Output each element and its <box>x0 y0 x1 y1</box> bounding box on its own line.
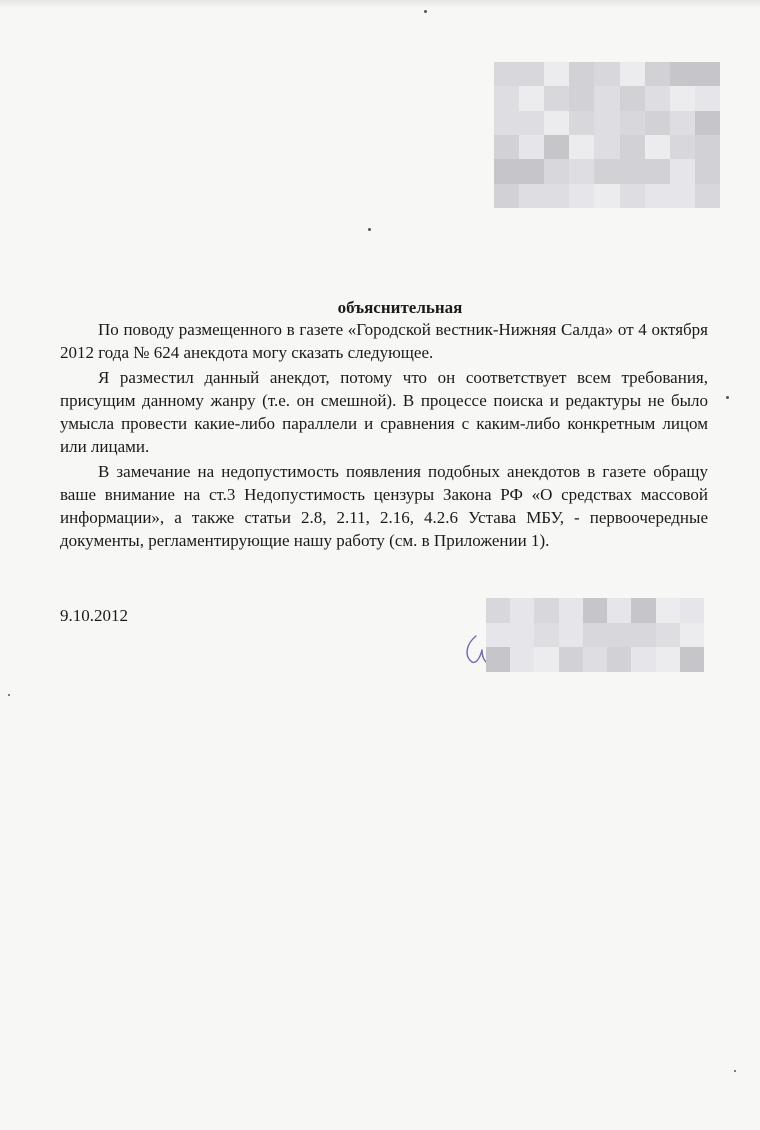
redaction-pixel <box>544 184 569 208</box>
redaction-pixel <box>494 135 519 159</box>
redaction-pixel <box>594 62 619 86</box>
redacted-addressee-block <box>494 62 720 208</box>
redaction-pixel <box>656 647 680 672</box>
redaction-pixel <box>486 647 510 672</box>
redaction-pixel <box>569 62 594 86</box>
redaction-pixel <box>670 86 695 110</box>
redaction-pixel <box>544 86 569 110</box>
document-body <box>60 318 708 552</box>
document-date: 9.10.2012 <box>60 606 128 625</box>
redaction-pixel <box>656 598 680 623</box>
redaction-pixel <box>510 598 534 623</box>
redaction-pixel <box>594 111 619 135</box>
redaction-pixel <box>670 111 695 135</box>
document-title: объяснительная <box>337 298 463 317</box>
redaction-pixel <box>519 111 544 135</box>
redacted-signature-name <box>486 598 704 672</box>
redaction-pixel <box>620 184 645 208</box>
redaction-pixel <box>544 159 569 183</box>
redaction-pixel <box>645 135 670 159</box>
redaction-pixel <box>583 623 607 648</box>
redaction-pixel <box>534 623 558 648</box>
scan-speck <box>424 10 427 13</box>
redaction-pixel <box>494 86 519 110</box>
redaction-pixel <box>583 598 607 623</box>
redaction-pixel <box>680 598 704 623</box>
redaction-pixel <box>594 135 619 159</box>
redaction-pixel <box>645 62 670 86</box>
scan-speck <box>8 694 10 696</box>
redaction-pixel <box>645 184 670 208</box>
redaction-pixel <box>670 62 695 86</box>
redaction-pixel <box>631 623 655 648</box>
redaction-pixel <box>519 62 544 86</box>
redaction-pixel <box>695 86 720 110</box>
redaction-pixel <box>695 111 720 135</box>
redaction-pixel <box>594 86 619 110</box>
redaction-pixel <box>544 135 569 159</box>
redaction-pixel <box>544 111 569 135</box>
redaction-pixel <box>534 647 558 672</box>
paragraph-2: Я разместил данный анекдот, потому что он соответствует всем требования, присущим данному жанру (т.е. он смешной). В процессе поиска и редактуры не было умысла провести какие-либо параллели и сравнения с каким-либо конкретным лицом или лицами. <box>60 368 708 456</box>
paragraph-3: В замечание на недопустимость появления подобных анекдотов в газете обращу ваше внимание на ст.3 Недопустимость цензуры Закона РФ «О средствах массовой информации», а также статьи 2.8, 2.11, 2.16, 4.2.6 Устава МБУ, - первоочередные документы, регламентирующие нашу работу (см. в Приложении 1). <box>60 462 708 550</box>
redaction-pixel <box>631 598 655 623</box>
redaction-pixel <box>680 623 704 648</box>
redaction-pixel <box>620 62 645 86</box>
redaction-pixel <box>620 111 645 135</box>
redaction-pixel <box>519 184 544 208</box>
redaction-pixel <box>695 135 720 159</box>
redaction-pixel <box>544 62 569 86</box>
redaction-pixel <box>670 135 695 159</box>
scan-speck <box>368 228 371 231</box>
redaction-pixel <box>486 598 510 623</box>
redaction-pixel <box>620 135 645 159</box>
redaction-pixel <box>670 159 695 183</box>
redaction-pixel <box>569 86 594 110</box>
redaction-pixel <box>620 86 645 110</box>
redaction-pixel <box>645 86 670 110</box>
redaction-pixel <box>620 159 645 183</box>
redaction-pixel <box>534 598 558 623</box>
redaction-pixel <box>645 111 670 135</box>
redaction-pixel <box>486 623 510 648</box>
scan-edge-shadow <box>0 0 760 8</box>
redaction-pixel <box>519 86 544 110</box>
redaction-pixel <box>607 647 631 672</box>
redaction-pixel <box>695 184 720 208</box>
redaction-pixel <box>695 62 720 86</box>
redaction-pixel <box>559 598 583 623</box>
redaction-pixel <box>494 184 519 208</box>
redaction-pixel <box>494 159 519 183</box>
redaction-pixel <box>594 159 619 183</box>
redaction-pixel <box>519 135 544 159</box>
redaction-pixel <box>569 159 594 183</box>
redaction-pixel <box>695 159 720 183</box>
redaction-pixel <box>559 647 583 672</box>
redaction-pixel <box>680 647 704 672</box>
redaction-pixel <box>607 598 631 623</box>
redaction-pixel <box>519 159 544 183</box>
redaction-pixel <box>510 623 534 648</box>
redaction-pixel <box>569 135 594 159</box>
redaction-pixel <box>569 184 594 208</box>
redaction-pixel <box>607 623 631 648</box>
redaction-pixel <box>645 159 670 183</box>
redaction-pixel <box>494 111 519 135</box>
redaction-pixel <box>631 647 655 672</box>
scan-speck <box>726 396 729 399</box>
redaction-pixel <box>583 647 607 672</box>
paragraph-1: По поводу размещенного в газете «Городской вестник-Нижняя Салда» от 4 октября 2012 года № 624 анекдота могу сказать следующее. <box>60 320 708 362</box>
redaction-pixel <box>656 623 680 648</box>
redaction-pixel <box>559 623 583 648</box>
redaction-pixel <box>494 62 519 86</box>
scan-speck <box>734 1070 736 1072</box>
redaction-pixel <box>510 647 534 672</box>
redaction-pixel <box>569 111 594 135</box>
redaction-pixel <box>594 184 619 208</box>
redaction-pixel <box>670 184 695 208</box>
